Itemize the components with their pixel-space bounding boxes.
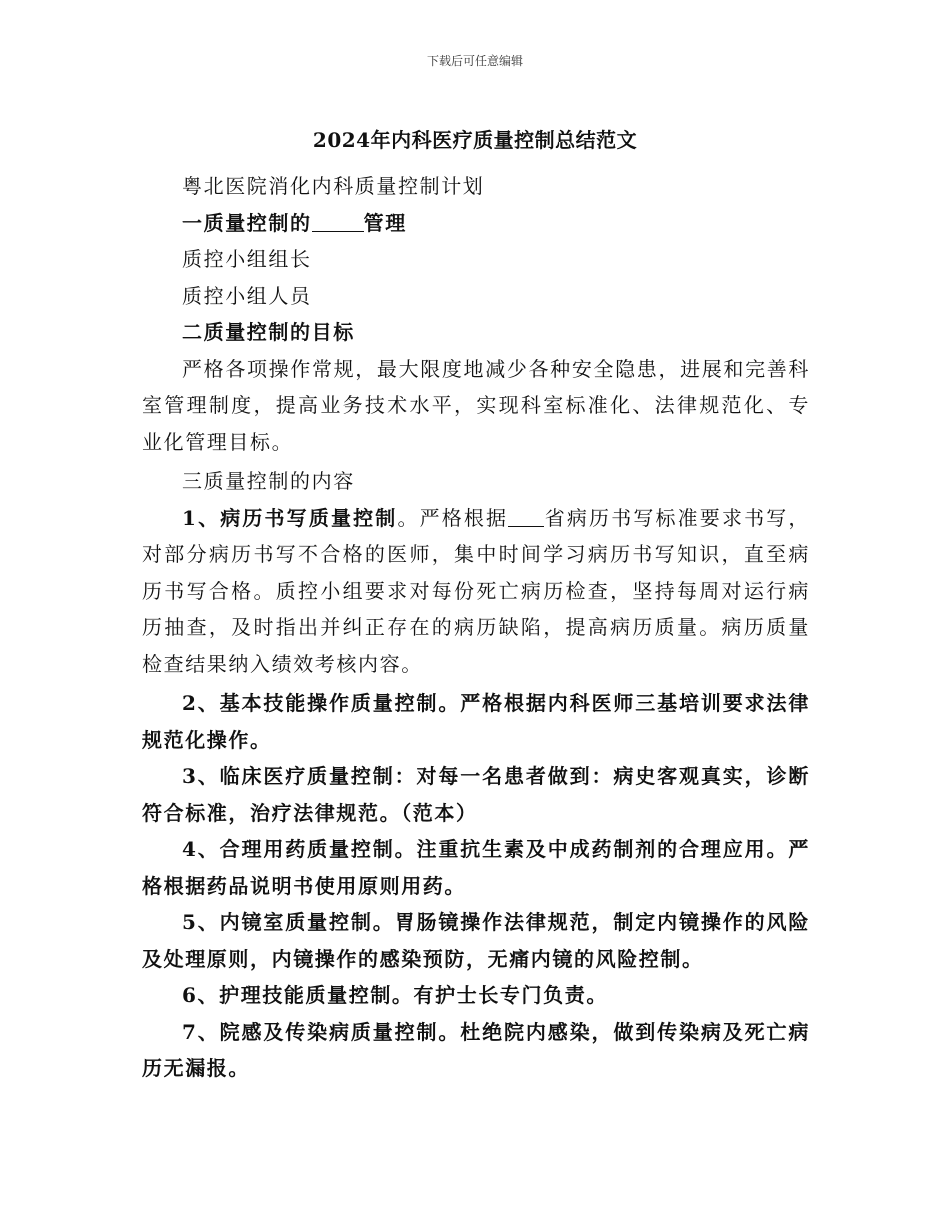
blank-line <box>508 506 544 527</box>
paragraph-team-leader: 质控小组组长 <box>182 247 312 271</box>
blank-line <box>312 211 364 232</box>
page-header: 下载后可任意编辑 <box>426 54 523 68</box>
section-heading-goals: 二质量控制的目标 <box>182 320 355 344</box>
heading-text: 一质量控制的 <box>182 210 312 235</box>
paragraph-rational-drug-use: 4、合理用药质量控制。注重抗生素及中成药制剂的合理应用。严格根据药品说明书使用原则用药。 <box>142 837 810 898</box>
document-body <box>142 168 810 1087</box>
paragraph-endoscopy: 5、内镜室质量控制。胃肠镜操作法律规范，制定内镜操作的风险及处理原则，内镜操作的感染预防，无痛内镜的风险控制。 <box>142 910 810 971</box>
paragraph-plan-title: 粤北医院消化内科质量控制计划 <box>182 174 485 198</box>
section-heading-management <box>142 205 810 242</box>
paragraph-nursing-skills: 6、护理技能质量控制。有护士长专门负责。 <box>182 983 608 1007</box>
section-heading-contents: 三质量控制的内容 <box>182 469 355 493</box>
paragraph-medical-records <box>142 500 810 683</box>
paragraph-team-members: 质控小组人员 <box>182 283 312 308</box>
paragraph-goals: 严格各项操作常规，最大限度地减少各种安全隐患，进展和完善科室管理制度，提高业务技术水平，实现科室标准化、法律规范化、专业化管理目标。 <box>142 356 810 454</box>
item-text: 省病历书写标准要求书写，对部分病历书写不合格的医师，集中时间学习病历书写知识，直至病历书写合格。质控小组要求对每份死亡病历检查，坚持每周对运行病历抽查，及时指出并纠正存在的病历缺陷，提高病历质量。病历质量检查结果纳入绩效考核内容。 <box>142 505 811 676</box>
item-title: 1、病历书写质量控制 <box>182 505 398 530</box>
paragraph-clinical-quality: 3、临床医疗质量控制：对每一名患者做到：病史客观真实，诊断符合标准，治疗法律规范。（范本） <box>142 764 810 825</box>
paragraph-basic-skills: 2、基本技能操作质量控制。严格根据内科医师三基培训要求法律规范化操作。 <box>142 691 810 752</box>
heading-text: 管理 <box>363 210 407 235</box>
document-title: 2024年内科医疗质量控制总结范文 <box>312 128 638 152</box>
item-text: 。严格根据 <box>397 505 509 530</box>
paragraph-infection-control: 7、院感及传染病质量控制。杜绝院内感染，做到传染病及死亡病历无漏报。 <box>142 1019 810 1080</box>
